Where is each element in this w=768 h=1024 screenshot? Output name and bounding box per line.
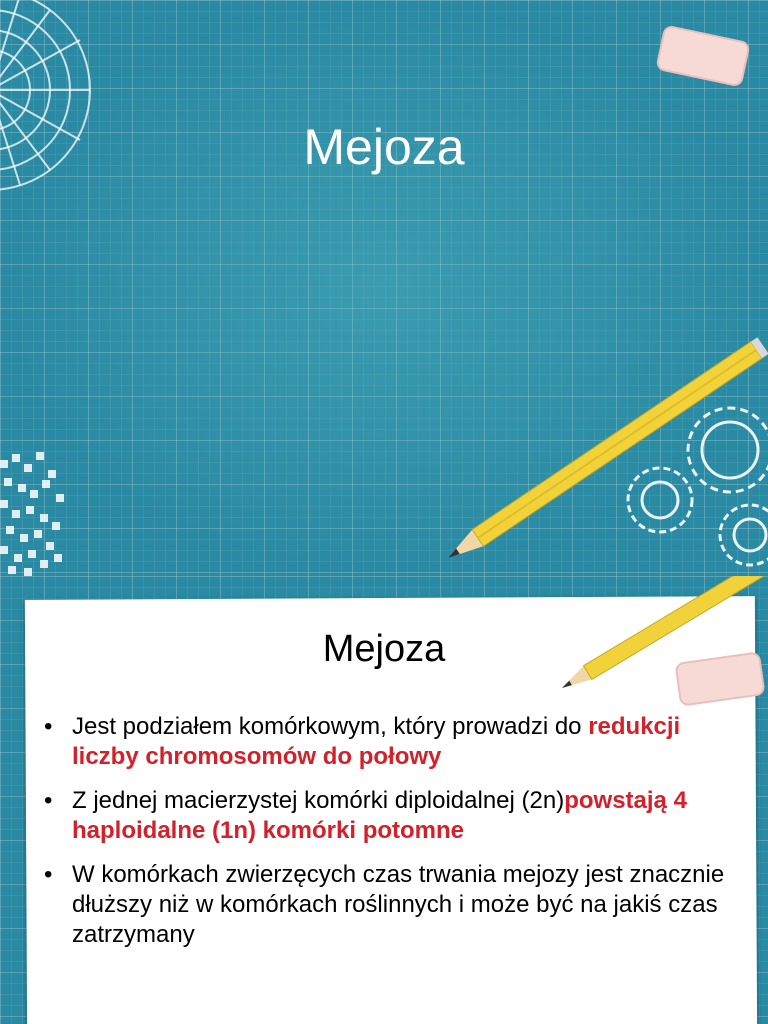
highlight-text: redukcji liczby chromosomów do połowy [72,713,681,770]
list-item: • W komórkach zwierzęcych czas trwania mejozy jest znacznie dłuższy niż w komórkach roślinnych i może być na jakiś czas zatrzymany [40,860,730,950]
eraser-icon [652,22,754,90]
slide-title: Mejoza [303,119,465,175]
qr-pattern-icon [0,450,70,576]
list-item: • Z jednej macierzystej komórki diploidalnej (2n)powstają 4 haploidalne (1n) komórki potomne [40,786,730,846]
bullet-list [40,712,730,964]
highlight-text: powstają 4 haploidalne (1n) komórki potomne [72,787,687,844]
list-item: • Jest podziałem komórkowym, który prowadzi do redukcji liczby chromosomów do połowy [40,712,730,772]
content-slide [0,576,768,1024]
pencil-icon [430,330,768,576]
slide-title: Mejoza [322,628,446,670]
